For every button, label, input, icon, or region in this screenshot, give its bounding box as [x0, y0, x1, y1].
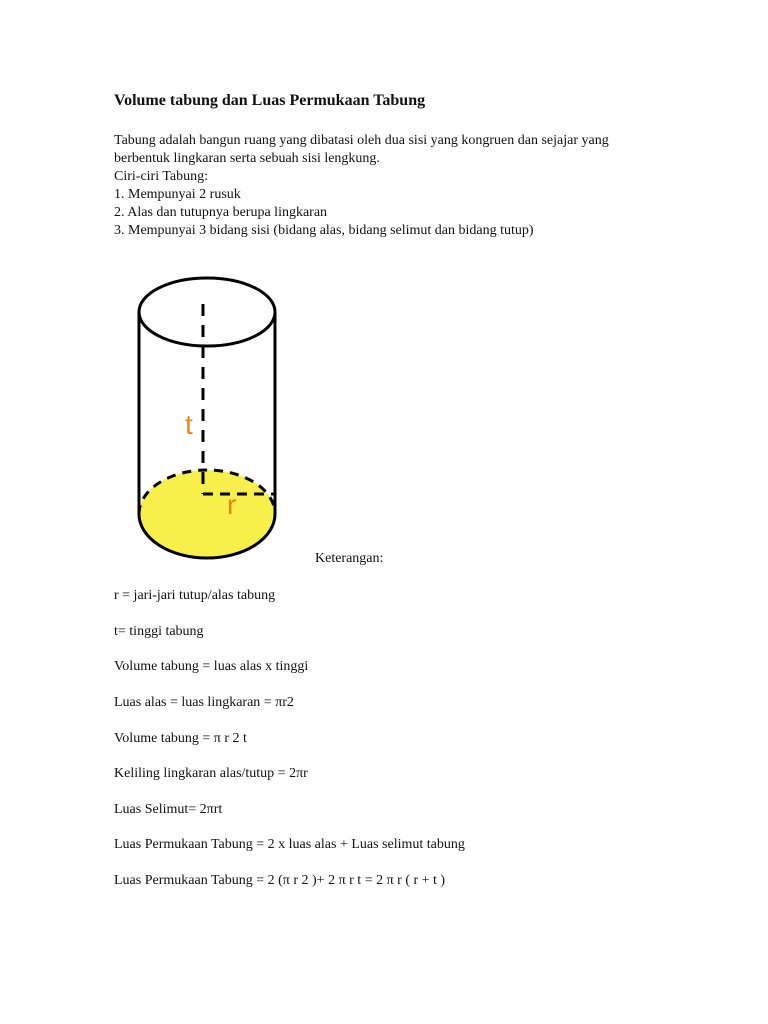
formula-line: Luas alas = luas lingkaran = πr2: [114, 695, 294, 710]
formula-line: Luas Permukaan Tabung = 2 x luas alas + Luas selimut tabung: [114, 837, 465, 852]
formula-line: Volume tabung = π r 2 t: [114, 731, 247, 746]
keterangan-label: Keterangan:: [315, 551, 384, 566]
cylinder-figure: [125, 262, 295, 562]
document-title: Volume tabung dan Luas Permukaan Tabung: [114, 92, 426, 109]
cylinder-top: [139, 278, 275, 346]
ciri-item: 3. Mempunyai 3 bidang sisi (bidang alas, bidang selimut dan bidang tutup): [114, 223, 534, 238]
intro-line: berbentuk lingkaran serta sebuah sisi lengkung.: [114, 151, 380, 166]
ciri-item: 1. Mempunyai 2 rusuk: [114, 187, 241, 202]
formula-line: Luas Permukaan Tabung = 2 (π r 2 )+ 2 π r t = 2 π r ( r + t ): [114, 873, 446, 888]
formula-line: Luas Selimut= 2πrt: [114, 802, 223, 817]
ciri-item: 2. Alas dan tutupnya berupa lingkaran: [114, 205, 328, 220]
formula-line: r = jari-jari tutup/alas tabung: [114, 588, 276, 603]
formula-line: t= tinggi tabung: [114, 624, 204, 639]
intro-paragraph: [114, 132, 674, 240]
ciri-heading: Ciri-ciri Tabung:: [114, 169, 209, 184]
radius-label: r: [227, 489, 237, 520]
height-label: t: [185, 409, 193, 440]
intro-line: Tabung adalah bangun ruang yang dibatasi oleh dua sisi yang kongruen dan sejajar yang: [114, 133, 609, 148]
formula-line: Keliling lingkaran alas/tutup = 2πr: [114, 766, 308, 781]
formula-line: Volume tabung = luas alas x tinggi: [114, 659, 309, 674]
